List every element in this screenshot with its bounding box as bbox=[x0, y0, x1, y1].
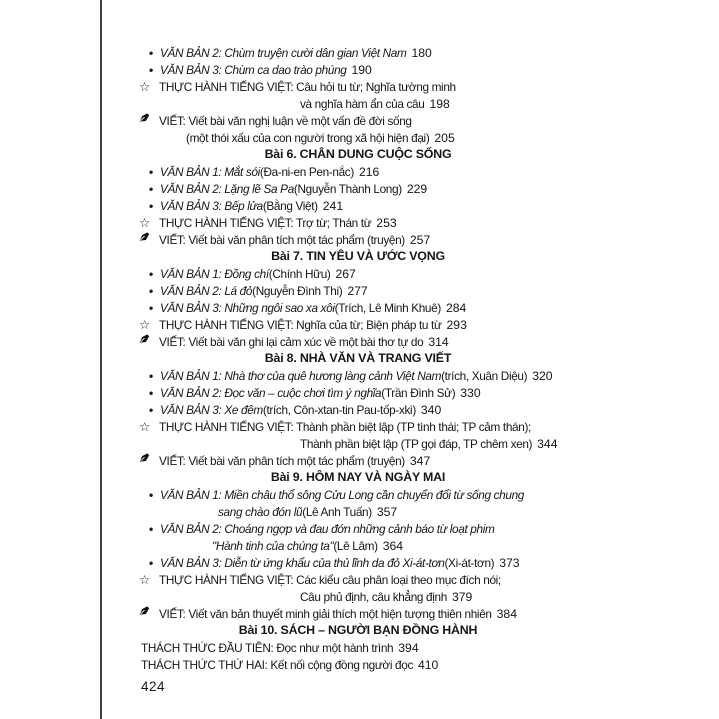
bullet-icon: • bbox=[149, 522, 153, 536]
toc-row bbox=[139, 384, 577, 401]
entry-page-number: 357 bbox=[376, 505, 398, 519]
entry-page-number: 190 bbox=[351, 63, 372, 77]
entry-text: VIẾT: Viết văn bản thuyết minh giải thích một hiện tượng thiên nhiên bbox=[159, 607, 492, 621]
toc-row bbox=[139, 554, 577, 571]
toc-row bbox=[139, 333, 577, 350]
entry-page-number: 284 bbox=[445, 301, 467, 315]
star-icon: ☆ bbox=[139, 573, 150, 587]
toc-row bbox=[139, 520, 577, 537]
star-icon: ☆ bbox=[139, 420, 150, 434]
bullet-icon: • bbox=[149, 199, 153, 213]
entry-text: (Đa-ni-en Pen-nắc) bbox=[259, 165, 354, 179]
entry-page-number: 216 bbox=[358, 165, 380, 179]
section-heading: Bài 9. HÔM NAY VÀ NGÀY MAI bbox=[270, 470, 446, 484]
entry-text: THÁCH THỨC THỨ HAI: Kết nối cộng đồng người đọc bbox=[141, 658, 413, 672]
entry-text: và nghĩa hàm ẩn của câu bbox=[300, 97, 425, 111]
toc bbox=[139, 44, 577, 673]
toc-row bbox=[139, 605, 577, 622]
entry-page-number: 364 bbox=[382, 539, 404, 553]
entry-text: VIẾT: Viết bài văn ghi lại cảm xúc về một bài thơ tự do bbox=[159, 335, 424, 349]
toc-row bbox=[139, 588, 577, 605]
toc-row bbox=[139, 452, 577, 469]
toc-section bbox=[139, 622, 577, 673]
bullet-icon: • bbox=[149, 46, 153, 60]
entry-page-number: 229 bbox=[406, 182, 428, 196]
bullet-icon: • bbox=[149, 165, 153, 179]
entry-text: THÁCH THỨC ĐẦU TIÊN: Đọc như một hành trình bbox=[141, 641, 394, 655]
toc-row bbox=[139, 197, 577, 214]
entry-page-number: 241 bbox=[322, 199, 344, 213]
pen-icon bbox=[139, 452, 159, 469]
section-heading: Bài 6. CHÂN DUNG CUỘC SỐNG bbox=[264, 147, 452, 161]
entry-text: (Trần Đình Sử) bbox=[381, 386, 456, 400]
entry-page-number: 347 bbox=[409, 454, 431, 468]
pen-icon bbox=[139, 605, 159, 622]
bullet-icon: • bbox=[149, 369, 153, 383]
toc-row bbox=[139, 180, 577, 197]
entry-text: THỰC HÀNH TIẾNG VIỆT: Các kiểu câu phân loại theo mục đích nói; bbox=[159, 573, 501, 587]
bullet-icon: • bbox=[149, 63, 153, 77]
toc-row bbox=[139, 656, 577, 673]
section-heading: Bài 10. SÁCH – NGƯỜI BẠN ĐỒNG HÀNH bbox=[238, 623, 478, 637]
entry-text: THỰC HÀNH TIẾNG VIỆT: Câu hỏi tu từ; Nghĩa tường minh bbox=[159, 80, 456, 94]
entry-text: (Bằng Việt) bbox=[262, 199, 318, 213]
entry-page-number: 340 bbox=[420, 403, 442, 417]
toc-row bbox=[139, 571, 577, 588]
bullet-icon: • bbox=[149, 301, 153, 315]
entry-page-number: 373 bbox=[499, 556, 520, 570]
toc-row bbox=[139, 95, 577, 112]
entry-text: VĂN BẢN 3: Những ngôi sao xa xôi bbox=[160, 301, 335, 315]
star-icon: ☆ bbox=[139, 80, 150, 94]
entry-page-number: 314 bbox=[428, 335, 449, 349]
entry-text: VĂN BẢN 2: Lặng lẽ Sa Pa bbox=[160, 182, 294, 196]
entry-text: "Hành tinh của chúng ta" bbox=[212, 539, 334, 553]
entry-text: VIẾT: Viết bài văn phân tích một tác phẩm (truyện) bbox=[159, 233, 405, 247]
entry-text: (Lê Lâm) bbox=[333, 539, 378, 553]
entry-text: VĂN BẢN 1: Đồng chí bbox=[160, 267, 269, 281]
entry-page-number: 330 bbox=[460, 386, 481, 400]
toc-row bbox=[139, 282, 577, 299]
entry-text: sang chào đón lũ bbox=[218, 505, 303, 519]
entry-text: VĂN BẢN 3: Xe đêm bbox=[160, 403, 263, 417]
entry-page-number: 205 bbox=[434, 131, 455, 145]
bullet-icon: • bbox=[149, 284, 153, 298]
entry-page-number: 267 bbox=[335, 267, 356, 281]
entry-page-number: 410 bbox=[418, 658, 439, 672]
entry-text: (Nguyễn Đình Thi) bbox=[252, 284, 343, 298]
toc-section bbox=[139, 146, 577, 248]
entry-text: THỰC HÀNH TIẾNG VIỆT: Thành phần biệt lập (TP tình thái; TP cảm thán); bbox=[159, 420, 531, 434]
entry-text: VĂN BẢN 2: Chùm truyện cười dân gian Việt Nam bbox=[160, 46, 407, 60]
entry-text: VĂN BẢN 3: Diễn từ ứng khẩu của thủ lĩnh da đỏ Xi-át-tơn bbox=[160, 556, 445, 570]
toc-row bbox=[139, 418, 577, 435]
entry-text: Thành phần biệt lập (TP gọi đáp, TP chêm xen) bbox=[300, 437, 533, 451]
entry-page-number: 180 bbox=[411, 46, 432, 60]
toc-row bbox=[139, 486, 577, 503]
toc-section bbox=[139, 350, 577, 469]
toc-row bbox=[139, 299, 577, 316]
toc-row bbox=[139, 163, 577, 180]
entry-page-number: 379 bbox=[451, 590, 473, 604]
entry-page-number: 344 bbox=[537, 437, 558, 451]
pen-icon bbox=[139, 333, 159, 350]
toc-row bbox=[139, 112, 577, 129]
pen-icon bbox=[139, 231, 159, 248]
toc-row bbox=[139, 61, 577, 78]
entry-page-number: 277 bbox=[347, 284, 368, 298]
entry-text: VĂN BẢN 1: Mắt sói bbox=[160, 165, 260, 179]
toc-row bbox=[139, 78, 577, 95]
entry-text: (Chính Hữu) bbox=[268, 267, 331, 281]
entry-page-number: 198 bbox=[429, 97, 450, 111]
toc-row bbox=[139, 214, 577, 231]
entry-text: THỰC HÀNH TIẾNG VIỆT: Nghĩa của từ; Biện pháp tu từ bbox=[159, 318, 442, 332]
entry-text: VĂN BẢN 2: Đọc văn – cuộc chơi tìm ý nghĩa bbox=[160, 386, 382, 400]
entry-page-number: 384 bbox=[496, 607, 517, 621]
bullet-icon: • bbox=[149, 267, 153, 281]
page-edge-line bbox=[100, 0, 102, 719]
entry-page-number: 253 bbox=[376, 216, 397, 230]
toc-row bbox=[139, 129, 577, 146]
entry-text: VĂN BẢN 2: Choáng ngợp và đau đớn những cảnh báo từ loạt phim bbox=[160, 522, 495, 536]
entry-text: (trích, Xuân Diệu) bbox=[441, 369, 528, 383]
entry-page-number: 320 bbox=[532, 369, 553, 383]
bullet-icon: • bbox=[149, 488, 153, 502]
toc-section bbox=[139, 248, 577, 350]
entry-text: (Nguyễn Thành Long) bbox=[293, 182, 402, 196]
toc-row bbox=[139, 367, 577, 384]
pen-icon bbox=[139, 112, 159, 129]
entry-text: VĂN BẢN 1: Miền châu thổ sông Cửu Long cần chuyển đổi từ sống chung bbox=[160, 488, 524, 502]
toc-row bbox=[139, 503, 577, 520]
section-heading: Bài 8. NHÀ VĂN VÀ TRANG VIẾT bbox=[264, 351, 452, 365]
entry-text: VĂN BẢN 3: Bếp lửa bbox=[160, 199, 263, 213]
toc-section bbox=[139, 469, 577, 622]
entry-text: VIẾT: Viết bài văn phân tích một tác phẩm (truyện) bbox=[159, 454, 405, 468]
entry-text: VĂN BẢN 3: Chùm ca dao trào phúng bbox=[160, 63, 347, 77]
entry-text: VĂN BẢN 1: Nhà thơ của quê hương làng cảnh Việt Nam bbox=[160, 369, 442, 383]
entry-text: (Lê Anh Tuấn) bbox=[302, 505, 372, 519]
bullet-icon: • bbox=[149, 403, 153, 417]
section-heading: Bài 7. TIN YÊU VÀ ƯỚC VỌNG bbox=[271, 249, 445, 263]
toc-row bbox=[139, 435, 577, 452]
star-icon: ☆ bbox=[139, 216, 150, 230]
entry-text: VIẾT: Viết bài văn nghị luận về một vấn đề đời sống bbox=[159, 114, 412, 128]
bullet-icon: • bbox=[149, 556, 153, 570]
entry-text: Câu phủ định, câu khẳng định bbox=[300, 590, 447, 604]
entry-page-number: 257 bbox=[409, 233, 431, 247]
entry-text: THỰC HÀNH TIẾNG VIỆT: Trợ từ; Thán từ bbox=[159, 216, 372, 230]
entry-text: (Xi-át-tơn) bbox=[444, 556, 495, 570]
entry-text: VĂN BẢN 2: Lá đỏ bbox=[160, 284, 253, 298]
bullet-icon: • bbox=[149, 386, 153, 400]
toc-row bbox=[139, 316, 577, 333]
entry-page-number: 394 bbox=[398, 641, 419, 655]
star-icon: ☆ bbox=[139, 318, 150, 332]
entry-text: (Trích, Lê Minh Khuê) bbox=[334, 301, 441, 315]
toc-row bbox=[139, 265, 577, 282]
entry-text: (trích, Côn-xtan-tin Pau-tốp-xki) bbox=[262, 403, 416, 417]
entry-text: (một thói xấu của con người trong xã hội hiện đại) bbox=[186, 131, 430, 145]
toc-section bbox=[139, 44, 577, 146]
toc-row bbox=[139, 231, 577, 248]
page-number: 424 bbox=[141, 679, 166, 694]
toc-row bbox=[139, 401, 577, 418]
bullet-icon: • bbox=[149, 182, 153, 196]
toc-row bbox=[139, 639, 577, 656]
toc-row bbox=[139, 44, 577, 61]
toc-row bbox=[139, 537, 577, 554]
entry-page-number: 293 bbox=[446, 318, 467, 332]
